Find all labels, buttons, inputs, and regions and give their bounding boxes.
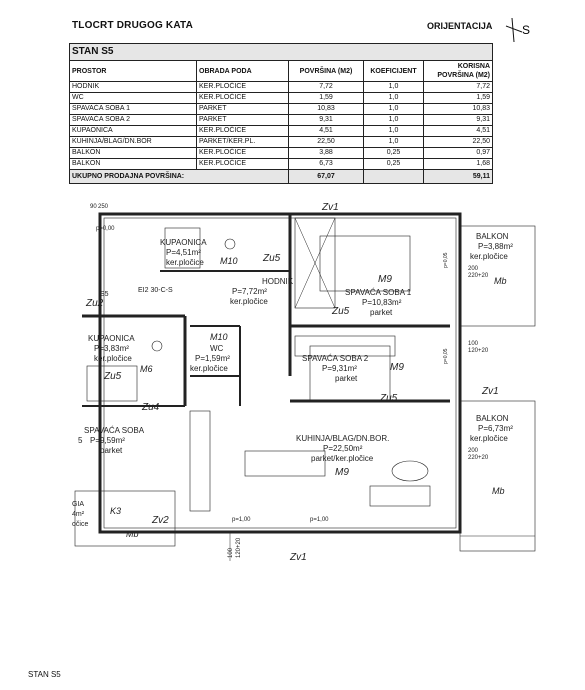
cell-korisna: 22,50 <box>424 137 493 148</box>
cell-prostor: HODNIK <box>70 82 197 93</box>
col-koeficijent: KOEFICIJENT <box>364 61 424 82</box>
cell-koeficijent: 1,0 <box>364 104 424 115</box>
plan-title: TLOCRT DRUGOG KATA <box>72 20 193 31</box>
total-korisna: 59,11 <box>424 170 493 184</box>
cell-povrsina: 6,73 <box>289 159 364 170</box>
cell-povrsina: 22,50 <box>289 137 364 148</box>
cell-koeficijent: 0,25 <box>364 159 424 170</box>
cell-koeficijent: 1,0 <box>364 82 424 93</box>
label-dim-200a: 200 <box>468 266 479 272</box>
label-dim-220b: 220+20 <box>468 455 489 461</box>
label-m10-a: M10 <box>220 256 238 266</box>
ssl-area: P=9,59m² <box>90 436 125 445</box>
area-table <box>69 43 493 184</box>
ss2-name: SPAVAĆA SOBA 2 <box>302 354 369 363</box>
label-k3: K3 <box>110 506 122 516</box>
cell-prostor: SPAVAĆA SOBA 1 <box>70 104 197 115</box>
label-m10-b: M10 <box>210 332 228 342</box>
label-zu2: Zu2 <box>86 298 104 309</box>
kup-floor: ker.pločice <box>166 258 204 267</box>
ssl-num: 5 <box>78 436 83 445</box>
cell-prostor: KUPAONICA <box>70 126 197 137</box>
label-zu5-a: Zu5 <box>263 253 281 264</box>
kup2-name: KUPAONICA <box>88 334 135 343</box>
cell-korisna: 7,72 <box>424 82 493 93</box>
balk2-name: BALKON <box>476 414 509 423</box>
wc-floor: ker.pločice <box>190 364 228 373</box>
cell-obrada: KER.PLOČICE <box>197 126 289 137</box>
kup2-floor: ker.pločice <box>94 354 132 363</box>
label-p100b: p=1,00 <box>310 517 329 523</box>
hod-floor: ker.pločice <box>230 297 268 306</box>
table-row <box>70 82 493 93</box>
cell-obrada: PARKET <box>197 115 289 126</box>
label-mb-a: Mb <box>494 276 507 286</box>
cell-korisna: 0,97 <box>424 148 493 159</box>
label-dim-90: 90 <box>90 204 97 210</box>
cell-povrsina: 7,72 <box>289 82 364 93</box>
table-row <box>70 148 493 159</box>
cell-korisna: 10,83 <box>424 104 493 115</box>
balk2-area: P=6,73m² <box>478 424 513 433</box>
hod-area: P=7,72m² <box>232 287 267 296</box>
ss2-floor: parket <box>335 374 358 383</box>
cell-prostor: WC <box>70 93 197 104</box>
cell-obrada: KER.PLOČICE <box>197 93 289 104</box>
col-korisna <box>424 61 493 82</box>
label-zu5-c: Zu5 <box>104 371 122 382</box>
wc-area: P=1,59m² <box>195 354 230 363</box>
cell-korisna: 1,59 <box>424 93 493 104</box>
balk1-area: P=3,88m² <box>478 242 513 251</box>
ss1-floor: parket <box>370 308 393 317</box>
cell-prostor: BALKON <box>70 148 197 159</box>
ss1-area: P=10,83m² <box>362 298 402 307</box>
cell-prostor: BALKON <box>70 159 197 170</box>
cell-povrsina: 3,88 <box>289 148 364 159</box>
unit-label: STAN S5 <box>70 44 493 61</box>
col-korisna-line1: KORISNA <box>457 63 491 70</box>
label-p000: p=0,00 <box>96 226 115 232</box>
label-zu4: Zu4 <box>142 402 160 413</box>
cell-koeficijent: 1,0 <box>364 137 424 148</box>
cell-koeficijent: 1,0 <box>364 126 424 137</box>
ssl-floor: parket <box>100 446 123 455</box>
north-arrow-icon <box>500 14 540 44</box>
total-koef-empty <box>364 170 424 184</box>
label-p100a: p=1,00 <box>232 517 251 523</box>
total-label: UKUPNO PRODAJNA POVRŠINA: <box>70 170 289 184</box>
table-row <box>70 104 493 115</box>
label-dim-120b: 120+20 <box>236 537 242 558</box>
ssl-name: SPAVAĆA SOBA <box>84 426 145 435</box>
cell-korisna: 9,31 <box>424 115 493 126</box>
cell-koeficijent: 1,0 <box>364 115 424 126</box>
cell-obrada: KER.PLOČICE <box>197 159 289 170</box>
table-row <box>70 137 493 148</box>
orientation-label: ORIJENTACIJA <box>427 21 493 31</box>
hod-name: HODNIK <box>262 277 294 286</box>
kup-name: KUPAONICA <box>160 238 207 247</box>
balk1-floor: ker.pločice <box>470 252 508 261</box>
cell-povrsina: 9,31 <box>289 115 364 126</box>
label-zv1-right: Zv1 <box>482 386 499 397</box>
ss1-name: SPAVAĆA SOBA 1 <box>345 288 412 297</box>
label-zv1-top: Zv1 <box>322 202 339 213</box>
footer-label: STAN S5 <box>28 670 61 679</box>
label-zu5-d: Zu5 <box>380 393 398 404</box>
cell-prostor: SPAVAĆA SOBA 2 <box>70 115 197 126</box>
cell-povrsina: 10,83 <box>289 104 364 115</box>
col-obrada: OBRADA PODA <box>197 61 289 82</box>
label-dim-200b: 200 <box>468 448 479 454</box>
kup-area: P=4,51m² <box>166 248 201 257</box>
table-row <box>70 126 493 137</box>
cell-prostor: KUHINJA/BLAG/DN.BOR <box>70 137 197 148</box>
wc-name: WC <box>210 344 224 353</box>
table-row <box>70 159 493 170</box>
label-m9-a: M9 <box>378 274 392 285</box>
total-povrsina: 67,07 <box>289 170 364 184</box>
label-dim-120a: 120+20 <box>468 348 489 354</box>
table-row <box>70 93 493 104</box>
loggia-b: 4m² <box>72 511 85 518</box>
cell-obrada: PARKET/KER.PL. <box>197 137 289 148</box>
cell-korisna: 4,51 <box>424 126 493 137</box>
cell-obrada: KER.PLOČICE <box>197 82 289 93</box>
table-row <box>70 115 493 126</box>
cell-koeficijent: 1,0 <box>364 93 424 104</box>
loggia-c: očice <box>72 521 89 528</box>
label-dim-100b: 100 <box>228 547 234 558</box>
cell-povrsina: 1,59 <box>289 93 364 104</box>
kuh-area: P=22,50m² <box>323 444 363 453</box>
cell-koeficijent: 0,25 <box>364 148 424 159</box>
label-p005a: p=0,05 <box>443 252 449 268</box>
balk2-floor: ker.pločice <box>470 434 508 443</box>
label-zu5-b: Zu5 <box>332 306 350 317</box>
label-s5: S5 <box>100 291 109 298</box>
kuh-name: KUHINJA/BLAG/DN.BOR. <box>296 434 390 443</box>
compass-letter: S <box>522 23 531 37</box>
kup2-area: P=3,83m² <box>94 344 129 353</box>
label-ei2: EI2 30-C-S <box>138 287 173 294</box>
ss2-area: P=9,31m² <box>322 364 357 373</box>
label-mb-c: Mb <box>126 529 139 539</box>
floor-plan <box>60 196 540 568</box>
cell-obrada: KER.PLOČICE <box>197 148 289 159</box>
label-zv2: Zv2 <box>152 515 169 526</box>
label-mb-b: Mb <box>492 486 505 496</box>
label-m6: M6 <box>140 364 153 374</box>
col-korisna-line2: POVRŠINA (M2) <box>437 72 491 79</box>
label-dim-250: 250 <box>98 204 109 210</box>
label-m9-b: M9 <box>390 362 404 373</box>
cell-korisna: 1,68 <box>424 159 493 170</box>
label-p005b: p=0,05 <box>443 348 449 364</box>
col-povrsina: POVRŠINA (M2) <box>289 61 364 82</box>
cell-povrsina: 4,51 <box>289 126 364 137</box>
cell-obrada: PARKET <box>197 104 289 115</box>
kuh-floor: parket/ker.pločice <box>311 454 374 463</box>
loggia-a: GIA <box>72 501 85 508</box>
label-dim-220a: 220+20 <box>468 273 489 279</box>
label-m9-c: M9 <box>335 467 349 478</box>
label-dim-100a: 100 <box>468 341 479 347</box>
balk1-name: BALKON <box>476 232 509 241</box>
col-prostor: PROSTOR <box>70 61 197 82</box>
label-zv1-bottom: Zv1 <box>290 552 307 563</box>
